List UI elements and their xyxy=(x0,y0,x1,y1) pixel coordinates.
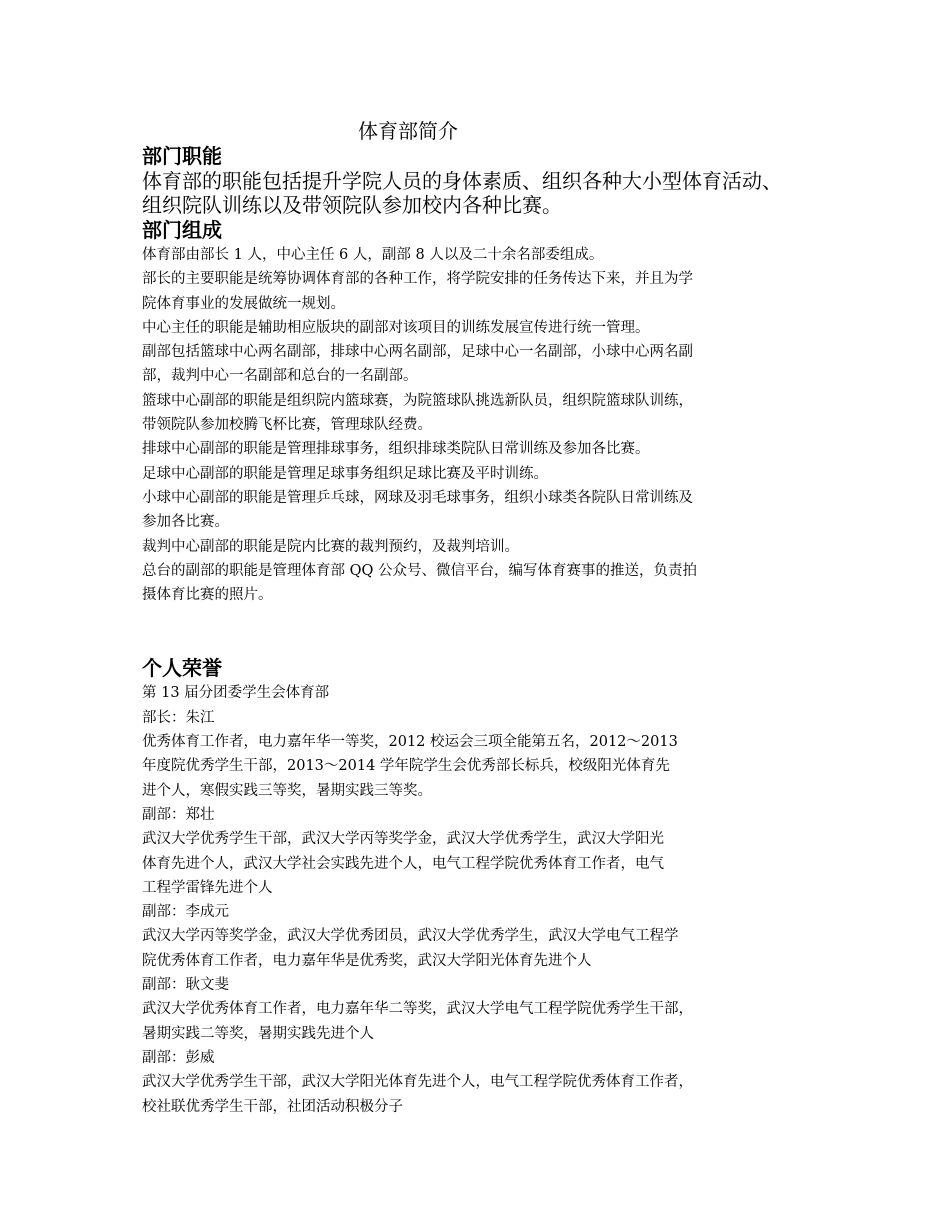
text-line: 体育先进个人，武汉大学社会实践先进个人，电气工程学院优秀体育工作者，电气 xyxy=(142,855,664,872)
text-line: 摄体育比赛的照片。 xyxy=(142,587,273,604)
text-line: 副部：彭威 xyxy=(142,1049,215,1066)
composition-paragraphs xyxy=(142,243,832,607)
section-spacer xyxy=(142,607,832,655)
text-line: 武汉大学丙等奖学金，武汉大学优秀团员，武汉大学优秀学生，武汉大学电气工程学 xyxy=(142,928,679,945)
text-line: 参加各比赛。 xyxy=(142,514,229,531)
text-line: 总台的副部的职能是管理体育部 QQ 公众号、微信平台，编写体育赛事的推送，负责拍 xyxy=(142,562,697,579)
text-line: 体育部的职能包括提升学院人员的身体素质、组织各种大小型体育活动、 xyxy=(142,169,782,193)
section-heading-honors: 个人荣誉 xyxy=(142,656,222,681)
page-title: 体育部简介 xyxy=(358,119,458,143)
text-line: 校社联优秀学生干部，社团活动积极分子 xyxy=(142,1098,403,1115)
text-line: 裁判中心副部的职能是院内比赛的裁判预约，及裁判培训。 xyxy=(142,538,519,555)
text-line: 小球中心副部的职能是管理乒乓球，网球及羽毛球事务，组织小球类各院队日常训练及 xyxy=(142,489,693,506)
text-line: 院体育事业的发展做统一规划。 xyxy=(142,295,345,312)
text-line: 部长的主要职能是统筹协调体育部的各种工作，将学院安排的任务传达下来，并且为学 xyxy=(142,271,693,288)
text-line: 副部包括篮球中心两名副部，排球中心两名副部，足球中心一名副部，小球中心两名副 xyxy=(142,344,693,361)
text-line: 工程学雷锋先进个人 xyxy=(142,879,273,896)
text-line: 武汉大学优秀体育工作者，电力嘉年华二等奖，武汉大学电气工程学院优秀学生干部， xyxy=(142,1001,693,1018)
text-line: 组织院队训练以及带领院队参加校内各种比赛。 xyxy=(142,193,562,217)
text-line: 部，裁判中心一名副部和总台的一名副部。 xyxy=(142,368,418,385)
text-line: 排球中心副部的职能是管理排球事务，组织排球类院队日常训练及参加各比赛。 xyxy=(142,441,650,458)
text-line: 武汉大学优秀学生干部，武汉大学丙等奖学金，武汉大学优秀学生，武汉大学阳光 xyxy=(142,831,664,848)
text-line: 体育部由部长 1 人，中心主任 6 人，副部 8 人以及二十余名部委组成。 xyxy=(142,247,604,263)
text-line: 足球中心副部的职能是管理足球事务组织足球比赛及平时训练。 xyxy=(142,465,548,482)
function-paragraph xyxy=(142,169,832,217)
text-line: 副部：李成元 xyxy=(142,904,229,921)
text-line: 暑期实践二等奖，暑期实践先进个人 xyxy=(142,1025,374,1042)
text-line: 第 13 届分团委学生会体育部 xyxy=(142,685,330,702)
text-line: 带领院队参加校腾飞杯比赛，管理球队经费。 xyxy=(142,417,432,434)
text-line: 优秀体育工作者，电力嘉年华一等奖，2012 校运会三项全能第五名，2012～2013 xyxy=(142,734,678,751)
text-line: 年度院优秀学生干部，2013～2014 学年院学生会优秀部长标兵，校级阳光体育先 xyxy=(142,758,670,775)
text-line: 副部：耿文斐 xyxy=(142,977,229,994)
honors-paragraphs xyxy=(142,681,832,1118)
text-line: 副部：郑壮 xyxy=(142,806,215,823)
text-line: 进个人，寒假实践三等奖，暑期实践三等奖。 xyxy=(142,782,432,799)
document-body xyxy=(142,143,832,1119)
text-line: 武汉大学优秀学生干部，武汉大学阳光体育先进个人，电气工程学院优秀体育工作者， xyxy=(142,1074,693,1091)
section-heading-function: 部门职能 xyxy=(142,144,222,168)
section-heading-composition: 部门组成 xyxy=(142,218,222,242)
text-line: 篮球中心副部的职能是组织院内篮球赛，为院篮球队挑选新队员，组织院篮球队训练， xyxy=(142,392,693,409)
text-line: 中心主任的职能是辅助相应版块的副部对该项目的训练发展宣传进行统一管理。 xyxy=(142,319,650,336)
text-line: 部长：朱江 xyxy=(142,709,215,726)
text-line: 院优秀体育工作者，电力嘉年华是优秀奖，武汉大学阳光体育先进个人 xyxy=(142,952,592,969)
